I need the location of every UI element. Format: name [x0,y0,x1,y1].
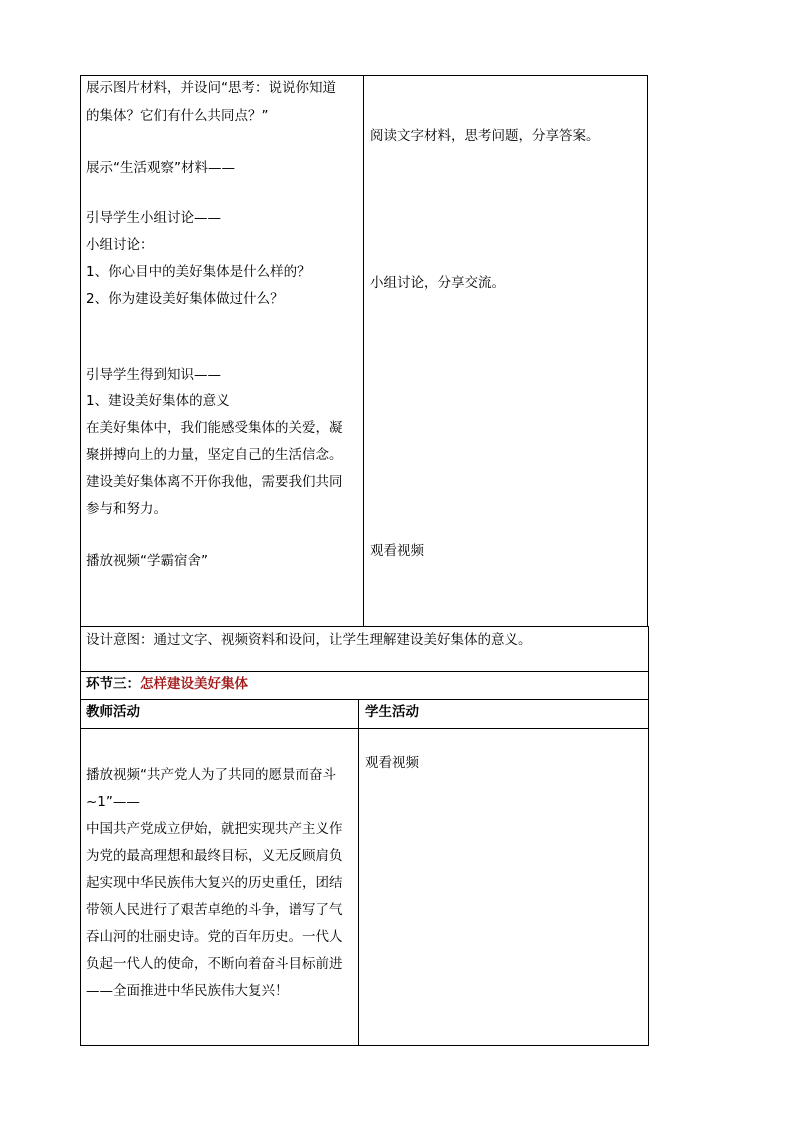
student-line: 观看视频 [365,755,419,771]
teacher-line: 为党的最高理想和最终目标，义无反顾肩负 [86,848,343,864]
table-border-right-top [647,75,648,626]
teacher-line: 播放视频“学霸宿舍” [86,553,208,569]
table-border-left-top [80,75,81,626]
design-intent: 设计意图：通过文字、视频资料和设问，让学生理解建设美好集体的意义。 [86,632,532,648]
teacher-line: 参与和努力。 [86,501,167,517]
teacher-line: 建设美好集体离不开你我他，需要我们共同 [86,474,343,490]
table-border-left-mid [80,626,81,1046]
column-divider-bottom [358,699,359,1046]
student-line: 阅读文字材料，思考问题，分享答案。 [370,128,600,144]
row-divider-intent-top [80,626,649,627]
teacher-line: 引导学生得到知识—— [86,367,221,383]
teacher-line: ——全面推进中华民族伟大复兴！ [86,983,289,999]
row-divider-header-top [80,699,649,700]
section-label: 环节三： [86,676,140,692]
teacher-line: 展示“生活观察”材料—— [86,160,235,176]
teacher-line: 聚拼搏向上的力量，坚定自己的生活信念。 [86,447,343,463]
teacher-line: 中国共产党成立伊始，就把实现共产主义作 [86,821,343,837]
student-activity-header: 学生活动 [365,704,419,720]
teacher-line: ~1”—— [86,794,140,810]
teacher-line: 负起一代人的使命，不断向着奋斗目标前进 [86,956,343,972]
table-border-top [80,75,648,76]
section-title: 怎样建设美好集体 [140,676,248,692]
teacher-line: 的集体？它们有什么共同点？” [86,108,269,124]
teacher-line: 吞山河的壮丽史诗。党的百年历史。一代人 [86,929,343,945]
section-title-row [86,675,248,693]
teacher-line: 播放视频“共产党人为了共同的愿景而奋斗 [86,767,336,783]
teacher-line: 2、你为建设美好集体做过什么？ [86,291,284,307]
teacher-line: 1、你心目中的美好集体是什么样的？ [86,264,311,280]
row-divider-section3-top [80,671,649,672]
student-line: 小组讨论，分享交流。 [370,275,505,291]
teacher-line: 1、建设美好集体的意义 [86,393,230,409]
teacher-line: 带领人民进行了艰苦卓绝的斗争，谱写了气 [86,902,343,918]
student-line: 观看视频 [370,543,424,559]
column-divider-top [363,75,364,626]
teacher-line: 展示图片材料，并设问“思考：说说你知道 [86,80,336,96]
teacher-activity-header: 教师活动 [86,704,140,720]
row-divider-header-bottom [80,728,649,729]
teacher-line: 引导学生小组讨论—— [86,210,221,226]
teacher-line: 起实现中华民族伟大复兴的历史重任，团结 [86,875,343,891]
table-border-right-mid [648,626,649,1046]
teacher-line: 在美好集体中，我们能感受集体的关爱，凝 [86,420,343,436]
teacher-line: 小组讨论： [86,237,154,253]
table-border-bottom [80,1045,649,1046]
